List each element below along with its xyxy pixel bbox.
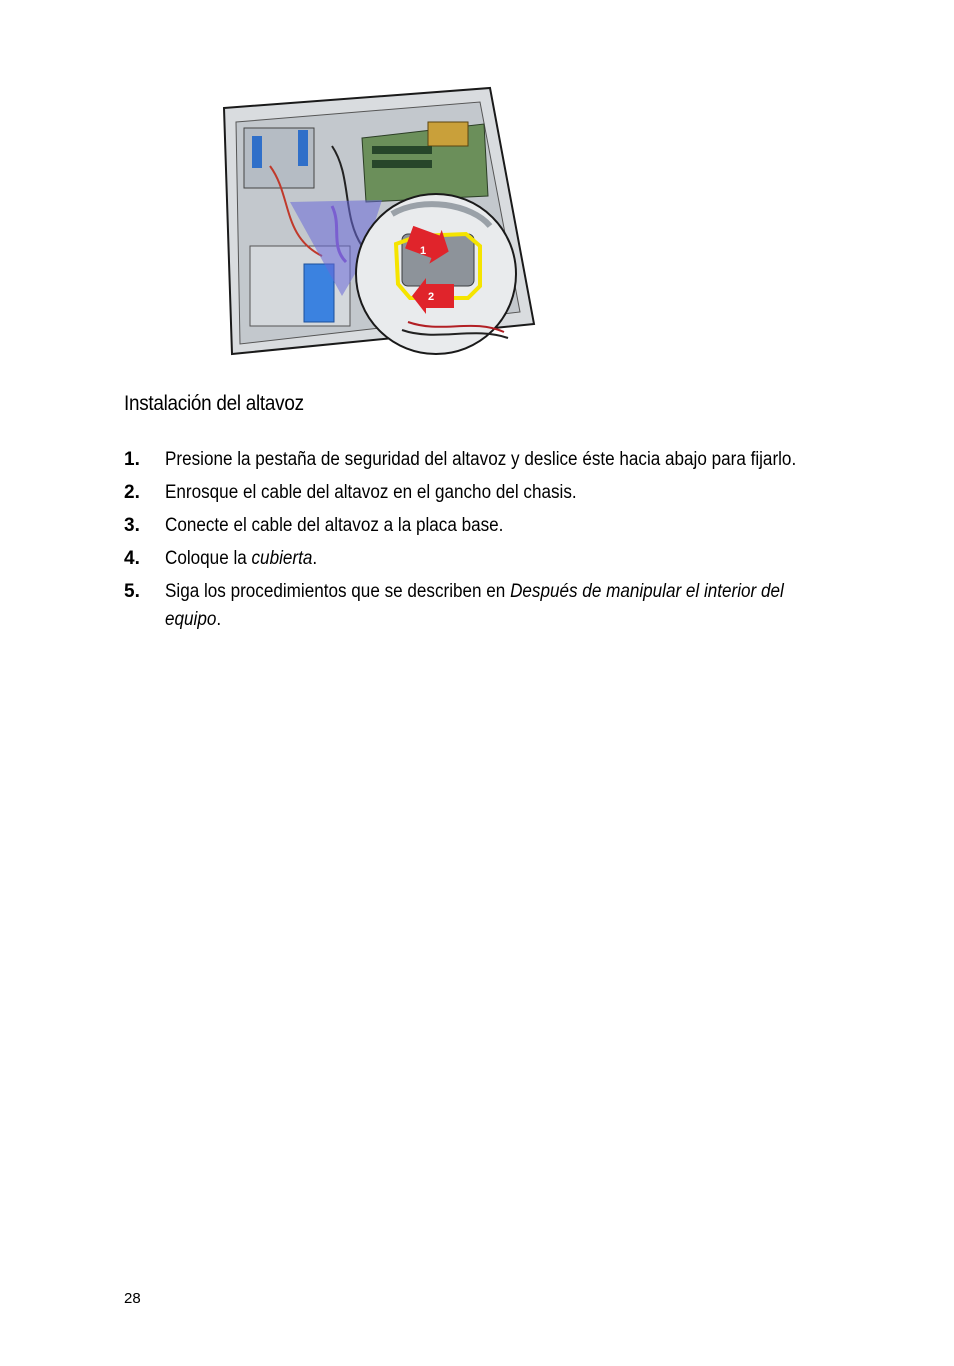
cross-reference: cubierta: [251, 548, 313, 569]
step-text-plain: Coloque la: [165, 548, 252, 569]
list-item: [124, 545, 844, 573]
list-item: [124, 479, 844, 507]
speaker-installation-figure: [222, 86, 542, 356]
section-heading: Instalación del altavoz: [124, 392, 304, 415]
list-item: [124, 512, 844, 540]
memory-slot: [372, 146, 432, 154]
memory-slot: [372, 160, 432, 168]
step-number: 4.: [124, 548, 140, 569]
page-number: 28: [124, 1290, 141, 1307]
step-text-plain: .: [216, 609, 222, 630]
drive-bracket-blue: [252, 136, 262, 168]
step-text-plain: Siga los procedimientos que se describen en: [165, 581, 511, 602]
callout-label-2: 2: [428, 291, 435, 303]
list-item: [124, 578, 844, 634]
list-item: [124, 446, 844, 474]
step-text: Conecte el cable del altavoz a la placa base.: [165, 515, 504, 536]
drive-bracket-blue: [298, 130, 308, 166]
step-number: 3.: [124, 515, 140, 536]
expansion-card: [428, 122, 468, 146]
step-text: [165, 545, 843, 573]
step-number: 2.: [124, 482, 140, 503]
callout-label-1: 1: [420, 245, 427, 257]
step-text: Enrosque el cable del altavoz en el gancho del chasis.: [165, 482, 577, 503]
step-number: 5.: [124, 581, 140, 602]
instruction-list: [124, 446, 844, 639]
step-text: Presione la pestaña de seguridad del altavoz y deslice éste hacia abajo para fijarlo.: [165, 449, 797, 470]
step-number: 1.: [124, 449, 140, 470]
step-text: [165, 578, 843, 634]
step-text-plain: .: [312, 548, 318, 569]
cross-reference: Después de manipular el interior del equipo: [165, 581, 784, 630]
